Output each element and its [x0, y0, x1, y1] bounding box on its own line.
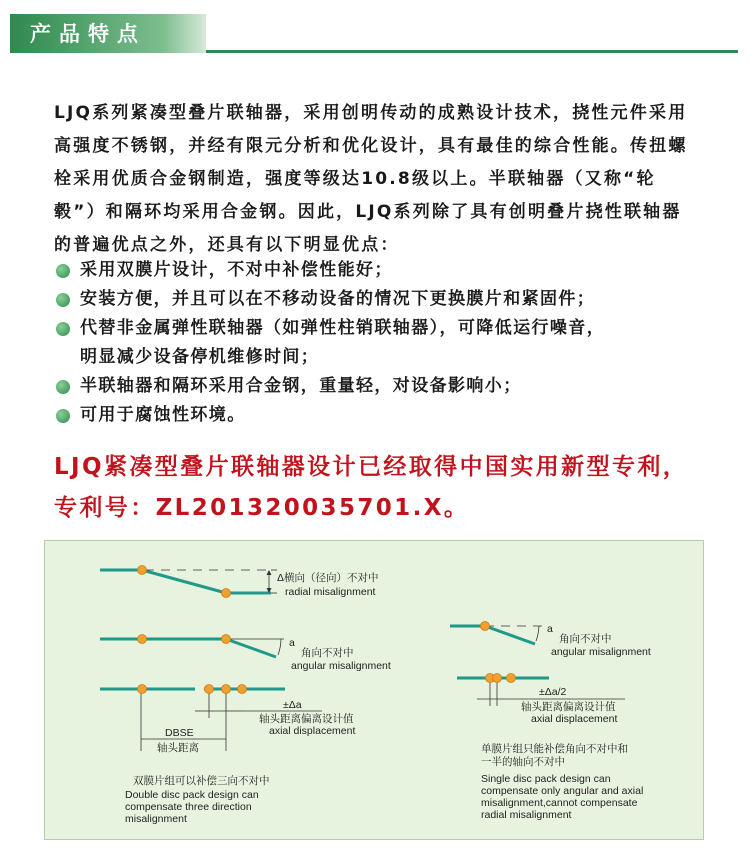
list-item: 安装方便，并且可以在不移动设备的情况下更换膜片和紧固件； — [54, 285, 714, 314]
axial-symbol: ±Δa — [283, 699, 302, 711]
bullet-dot-icon — [56, 409, 70, 423]
right-caption-cn: 单膜片组只能补偿角向不对中和 — [481, 743, 628, 755]
radial-label-cn: Δ横向（径向）不对中 — [277, 572, 379, 584]
left-caption-en: compensate three direction — [125, 801, 252, 813]
intro-paragraph: LJQ系列紧凑型叠片联轴器，采用创明传动的成熟设计技术，挠性元件采用高强度不锈钢，并经有限元分析和优化设计，具有最佳的综合性能。传扭螺栓采用优质合金钢制造，强度等级达10.8级以上。半联轴器（又称“轮毂”）和隔环均采用合金钢。因此，LJQ系列除了具有创明叠片挠性联轴器的普遍优点之外，还具有以下明显优点： — [54, 103, 688, 255]
right-caption-en: radial misalignment — [481, 809, 572, 821]
right-caption-en: compensate only angular and axial — [481, 785, 644, 797]
list-item: 可用于腐蚀性环境。 — [54, 401, 714, 430]
bullet-dot-icon — [56, 293, 70, 307]
shaft-line — [485, 626, 535, 644]
bullet-dot-icon — [56, 264, 70, 278]
disc-pack-joint-icon — [138, 566, 147, 575]
disc-pack-joint-icon — [222, 635, 231, 644]
right-caption-en: Single disc pack design can — [481, 773, 611, 785]
radial-label-en: radial misalignment — [285, 586, 376, 598]
axial-label-cn: 轴头距离偏离设计值 — [259, 713, 354, 725]
disc-pack-joint-icon — [238, 685, 247, 694]
right-angular-symbol: a — [547, 623, 553, 635]
angle-arc — [536, 626, 539, 641]
right-axial-symbol: ±Δa/2 — [539, 686, 567, 698]
axial-label-en: axial displacement — [269, 725, 356, 737]
shaft-line — [142, 570, 226, 593]
disc-pack-joint-icon — [507, 674, 516, 683]
angle-arc — [278, 639, 281, 655]
arrow-head-icon — [267, 570, 272, 575]
disc-pack-joint-icon — [481, 622, 490, 631]
bullet-dot-icon — [56, 380, 70, 394]
disc-pack-joint-icon — [138, 635, 147, 644]
right-angular-label-en: angular misalignment — [551, 646, 651, 658]
left-caption-cn: 双膜片组可以补偿三向不对中 — [133, 775, 270, 787]
dbse-label-cn: 轴头距离 — [157, 742, 199, 754]
disc-pack-joint-icon — [205, 685, 214, 694]
right-axial-label-en: axial displacement — [531, 713, 618, 725]
disc-pack-joint-icon — [222, 589, 231, 598]
bullet-dot-icon — [56, 322, 70, 336]
angular-label-en: angular misalignment — [291, 660, 391, 672]
section-header — [0, 0, 750, 60]
right-caption-cn: 一半的轴向不对中 — [481, 756, 565, 768]
disc-pack-joint-icon — [138, 685, 147, 694]
shaft-line — [226, 639, 276, 657]
feature-list — [54, 256, 714, 430]
list-item: 采用双膜片设计，不对中补偿性能好； — [54, 256, 714, 285]
right-caption-en: misalignment,cannot compensate — [481, 797, 638, 809]
patent-statement: LJQ紧凑型叠片联轴器设计已经取得中国实用新型专利， — [54, 454, 689, 480]
disc-pack-joint-icon — [222, 685, 231, 694]
disc-pack-joint-icon — [493, 674, 502, 683]
angular-label-cn: 角向不对中 — [301, 647, 354, 659]
left-caption-en: misalignment — [125, 813, 187, 825]
right-axial-label-cn: 轴头距离偏离设计值 — [521, 701, 616, 713]
dbse-label: DBSE — [165, 727, 194, 739]
list-item-continuation: 明显减少设备停机维修时间； — [80, 347, 320, 367]
left-caption-en: Double disc pack design can — [125, 789, 259, 801]
list-item: 代替非金属弹性联轴器（如弹性柱销联轴器），可降低运行噪音， — [54, 314, 714, 343]
section-title: 产品特点 — [30, 21, 146, 46]
patent-number: 专利号：ZL201320035701.X。 — [54, 495, 470, 521]
misalignment-diagram — [44, 540, 704, 840]
right-angular-label-cn: 角向不对中 — [559, 633, 612, 645]
list-item: 半联轴器和隔环采用合金钢，重量轻，对设备影响小； — [54, 372, 714, 401]
angular-symbol: a — [289, 637, 295, 649]
